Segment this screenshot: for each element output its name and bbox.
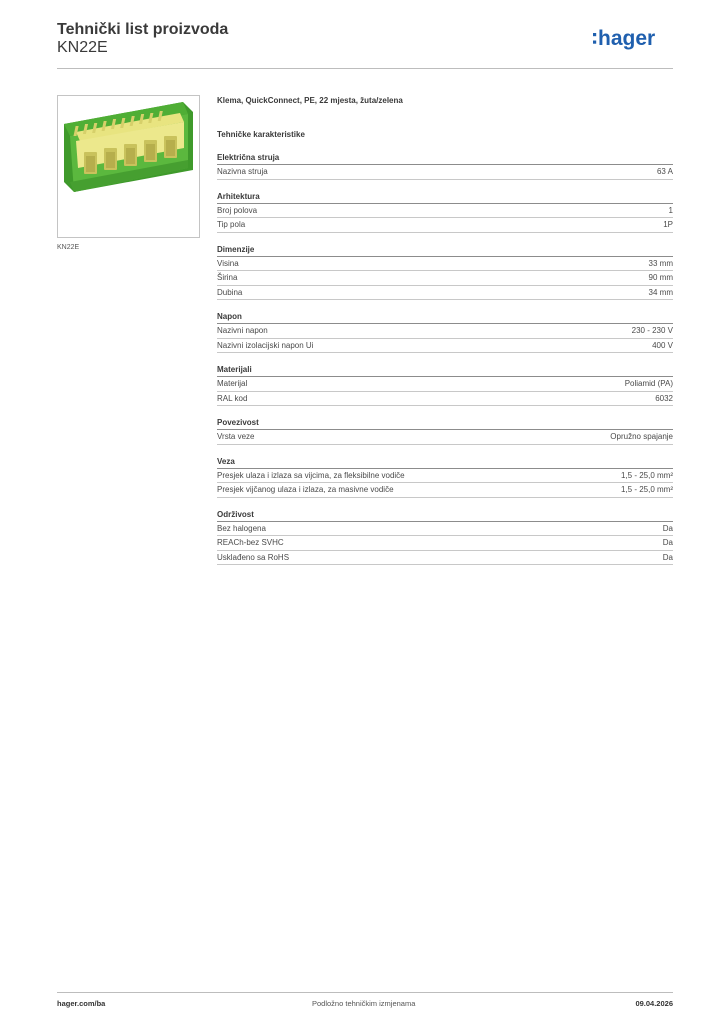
- spec-row: [217, 377, 673, 392]
- spec-value: Da: [662, 552, 673, 562]
- product-code: KN22E: [57, 39, 108, 56]
- spec-label: Usklađeno sa RoHS: [217, 552, 290, 562]
- spec-group: [217, 191, 673, 233]
- spec-value: 90 mm: [648, 273, 673, 282]
- spec-row: [217, 469, 673, 484]
- spec-label: Visina: [217, 258, 239, 268]
- footer-disclaimer: Podložno tehničkim izmjenama: [312, 999, 416, 1008]
- header-divider: [57, 68, 673, 69]
- spec-value: Poliamid (PA): [624, 379, 673, 388]
- spec-label: Presjek vijčanog ulaza i izlaza, za masivne vodiče: [217, 485, 394, 494]
- spec-group: [217, 417, 673, 445]
- group-heading: Dimenzije: [217, 244, 673, 257]
- spec-label: Širina: [217, 273, 238, 282]
- spec-content: [217, 95, 673, 576]
- product-image: [57, 95, 200, 238]
- group-heading: Veza: [217, 456, 673, 469]
- spec-value: 34 mm: [648, 287, 673, 297]
- group-heading: Povezivost: [217, 417, 673, 430]
- product-description: Klema, QuickConnect, PE, 22 mjesta, žuta/zelena: [217, 96, 403, 105]
- spec-row: [217, 430, 673, 445]
- spec-value: 6032: [655, 393, 673, 403]
- spec-group: [217, 456, 673, 498]
- spec-row: [217, 204, 673, 219]
- spec-label: Materijal: [217, 379, 248, 388]
- specs-heading: Tehničke karakteristike: [217, 130, 305, 139]
- spec-value: 1P: [663, 220, 673, 229]
- spec-row: [217, 339, 673, 354]
- footer-website: hager.com/ba: [57, 999, 106, 1008]
- spec-label: Nazivna struja: [217, 167, 268, 176]
- spec-row: [217, 271, 673, 286]
- spec-group: [217, 244, 673, 301]
- spec-label: REACh-bez SVHC: [217, 538, 284, 547]
- spec-label: Presjek ulaza i izlaza sa vijcima, za fleksibilne vodiče: [217, 470, 405, 480]
- group-heading: Materijali: [217, 364, 673, 377]
- spec-value: 63 A: [656, 167, 673, 176]
- spec-value: 1,5 - 25,0 mm²: [620, 470, 673, 480]
- spec-row: [217, 257, 673, 272]
- group-heading: Arhitektura: [217, 191, 673, 204]
- spec-label: Dubina: [217, 287, 243, 297]
- spec-value: 1,5 - 25,0 mm²: [620, 485, 673, 494]
- image-caption: KN22E: [57, 244, 80, 251]
- spec-row: [217, 165, 673, 180]
- spec-value: Da: [662, 523, 673, 533]
- spec-value: 33 mm: [648, 258, 673, 268]
- document-title: Tehnički list proizvoda: [57, 21, 229, 38]
- spec-label: Nazivni napon: [217, 326, 268, 335]
- spec-row: [217, 392, 673, 407]
- spec-row: [217, 218, 673, 233]
- group-heading: Napon: [217, 311, 673, 324]
- group-heading: Održivost: [217, 509, 673, 522]
- spec-row: [217, 551, 673, 566]
- page-header: [57, 20, 673, 70]
- spec-group: [217, 152, 673, 180]
- spec-value: Da: [662, 538, 673, 547]
- spec-group: [217, 311, 673, 353]
- spec-row: [217, 483, 673, 498]
- spec-value: 400 V: [652, 340, 673, 350]
- spec-row: [217, 536, 673, 551]
- spec-value: 230 - 230 V: [631, 326, 673, 335]
- spec-group: [217, 364, 673, 406]
- spec-label: Nazivni izolacijski napon Ui: [217, 340, 314, 350]
- spec-label: Tip pola: [217, 220, 246, 229]
- terminal-block-illustration: [58, 96, 199, 237]
- spec-row: [217, 324, 673, 339]
- spec-row: [217, 286, 673, 301]
- spec-label: Bez halogena: [217, 523, 266, 533]
- spec-label: Vrsta veze: [217, 432, 255, 441]
- spec-label: Broj polova: [217, 205, 258, 215]
- group-heading: Električna struja: [217, 152, 673, 165]
- spec-group: [217, 509, 673, 566]
- spec-value: 1: [668, 205, 673, 215]
- footer-divider: [57, 992, 673, 993]
- logo-text: hager: [598, 27, 656, 50]
- spec-label: RAL kod: [217, 393, 248, 403]
- spec-value: Opružno spajanje: [610, 432, 673, 441]
- hager-logo: [593, 24, 673, 54]
- footer-date: 09.04.2026: [635, 999, 673, 1008]
- spec-row: [217, 522, 673, 537]
